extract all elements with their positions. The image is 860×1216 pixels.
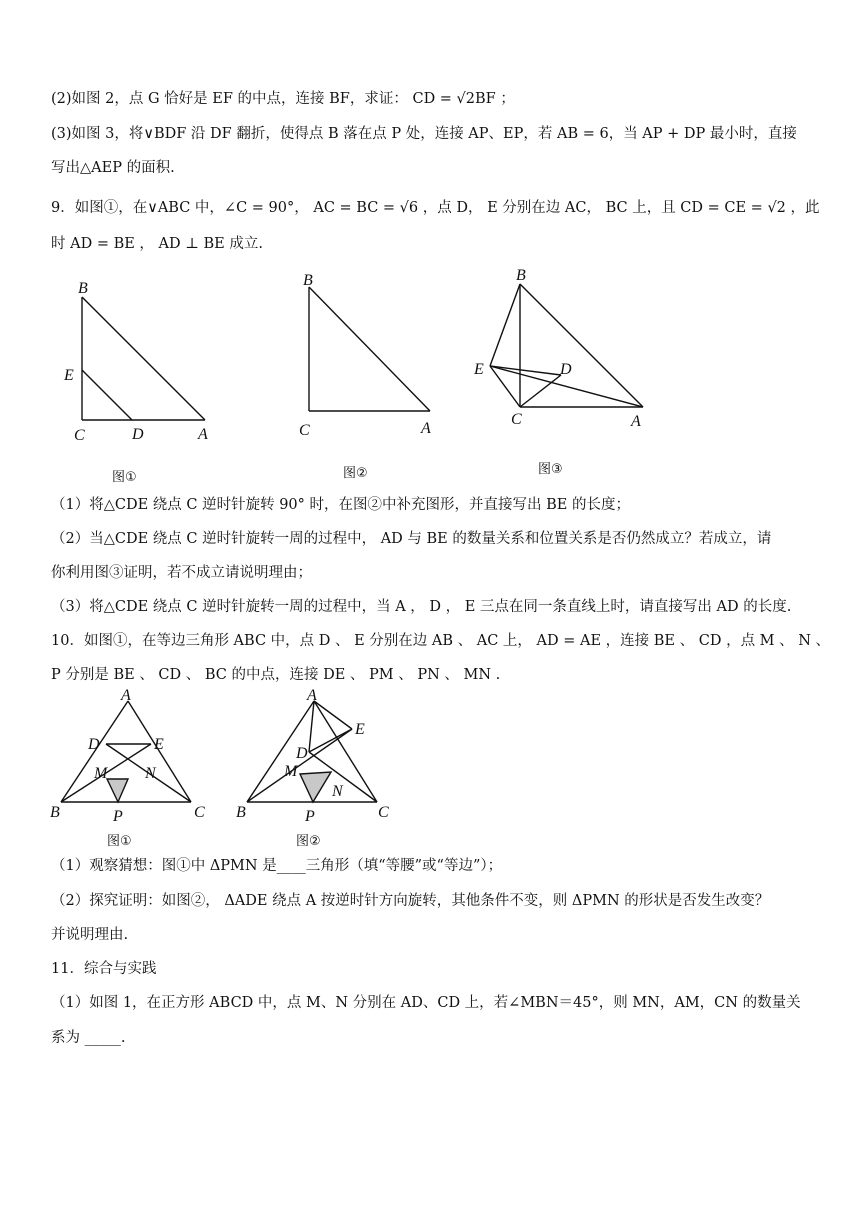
- q9-stem-line2: 时 AD = BE ， AD ⊥ BE 成立.: [51, 236, 263, 252]
- segment-ed: [82, 370, 132, 420]
- label-b: B: [516, 267, 526, 284]
- q10-stem-line2: P 分别是 BE 、 CD 、 BC 的中点，连接 DE 、 PM 、 PN 、 MN .: [51, 667, 501, 683]
- caption-fig2: 图②: [343, 466, 368, 481]
- q10-stem-line1: 10．如图①，在等边三角形 ABC 中，点 D 、 E 分别在边 AB 、 AC 上， AD = AE ，连接 BE 、 CD ，点 M 、 N 、: [51, 633, 831, 649]
- label-m: M: [94, 765, 108, 782]
- q9-figure-2: [290, 265, 450, 445]
- label-b: B: [78, 280, 88, 297]
- label-p: P: [113, 808, 123, 823]
- label-b: B: [236, 804, 246, 821]
- segment-de: [309, 729, 352, 752]
- label-c: C: [74, 427, 85, 444]
- q9-part2-line2: 你利用图③证明，若不成立请说明理由；: [51, 565, 312, 581]
- label-a: A: [421, 420, 431, 437]
- segment-ab: [309, 287, 430, 411]
- triangle-pmn-shaded: [107, 779, 128, 802]
- segment-ae: [314, 701, 352, 729]
- q11-part1-line1: （1）如图 1，在正方形 ABCD 中，点 M、N 分别在 AD、CD 上，若∠MBN＝45°，则 MN，AM，CN 的数量关: [51, 995, 801, 1011]
- segment-be: [490, 284, 520, 366]
- segment-ed: [490, 366, 561, 375]
- q9-part2-line1: （2）当△CDE 绕点 C 逆时针旋转一周的过程中， AD 与 BE 的数量关系和位置关系是否仍然成立？若成立，请: [51, 531, 772, 547]
- label-a: A: [307, 688, 317, 704]
- label-c: C: [511, 411, 522, 428]
- label-d: D: [88, 736, 100, 753]
- label-e: E: [64, 367, 74, 384]
- label-d: D: [132, 426, 144, 443]
- label-a: A: [121, 688, 131, 704]
- q8-part3-line2: 写出△AEP 的面积.: [51, 160, 175, 176]
- caption-fig3: 图③: [538, 462, 563, 477]
- label-e: E: [474, 361, 484, 378]
- label-e: E: [154, 736, 164, 753]
- q9-part1: （1）将△CDE 绕点 C 逆时针旋转 90° 时，在图②中补充图形，并直接写出 BE 的长度；: [51, 497, 630, 513]
- q9-figure-3: [468, 262, 658, 437]
- label-d: D: [296, 745, 308, 762]
- segment-ab: [82, 297, 205, 420]
- label-a: A: [631, 413, 641, 430]
- label-d: D: [560, 361, 572, 378]
- caption-fig5: 图②: [296, 834, 321, 849]
- label-a: A: [198, 426, 208, 443]
- q11-part1-line2: 系为 _____.: [51, 1030, 126, 1046]
- q8-part2: (2)如图 2，点 G 恰好是 EF 的中点，连接 BF，求证： CD = √2BF ；: [51, 91, 515, 107]
- label-c: C: [194, 804, 205, 821]
- label-n: N: [145, 765, 156, 782]
- label-e: E: [355, 721, 365, 738]
- q10-figure-1: [48, 688, 213, 823]
- label-m: M: [284, 763, 298, 780]
- q9-part3: （3）将△CDE 绕点 C 逆时针旋转一周的过程中，当 A ， D ， E 三点在同一条直线上时，请直接写出 AD 的长度.: [51, 599, 792, 615]
- label-c: C: [299, 422, 310, 439]
- label-b: B: [303, 272, 313, 289]
- segment-ac: [314, 701, 377, 802]
- q10-part2-line2: 并说明理由.: [51, 927, 129, 943]
- q10-figure-2: [234, 688, 399, 823]
- q9-stem-line1: 9．如图①，在∨ABC 中，∠C = 90°， AC = BC = √6 ，点 D， E 分别在边 AC， BC 上，且 CD = CE = √2 ，此: [51, 200, 820, 216]
- caption-fig4: 图①: [107, 834, 132, 849]
- label-b: B: [50, 804, 60, 821]
- label-c: C: [378, 804, 389, 821]
- triangle-pmn-shaded: [300, 772, 331, 802]
- label-n: N: [332, 783, 343, 800]
- q8-part3-line1: (3)如图 3，将∨BDF 沿 DF 翻折，使得点 B 落在点 P 处，连接 AP、EP，若 AB = 6，当 AP + DP 最小时，直接: [51, 126, 797, 142]
- q11-title: 11．综合与实践: [51, 961, 157, 977]
- segment-ab: [520, 284, 643, 407]
- q10-part2-line1: （2）探究证明：如图②， ΔADE 绕点 A 按逆时针方向旋转，其他条件不变，则 ΔPMN 的形状是否发生改变？: [51, 893, 770, 909]
- q9-figure-1: [60, 275, 230, 445]
- label-p: P: [305, 808, 315, 823]
- caption-fig1: 图①: [112, 470, 137, 485]
- q10-part1: （1）观察猜想：图①中 ΔPMN 是____三角形（填“等腰”或“等边”）；: [51, 858, 503, 874]
